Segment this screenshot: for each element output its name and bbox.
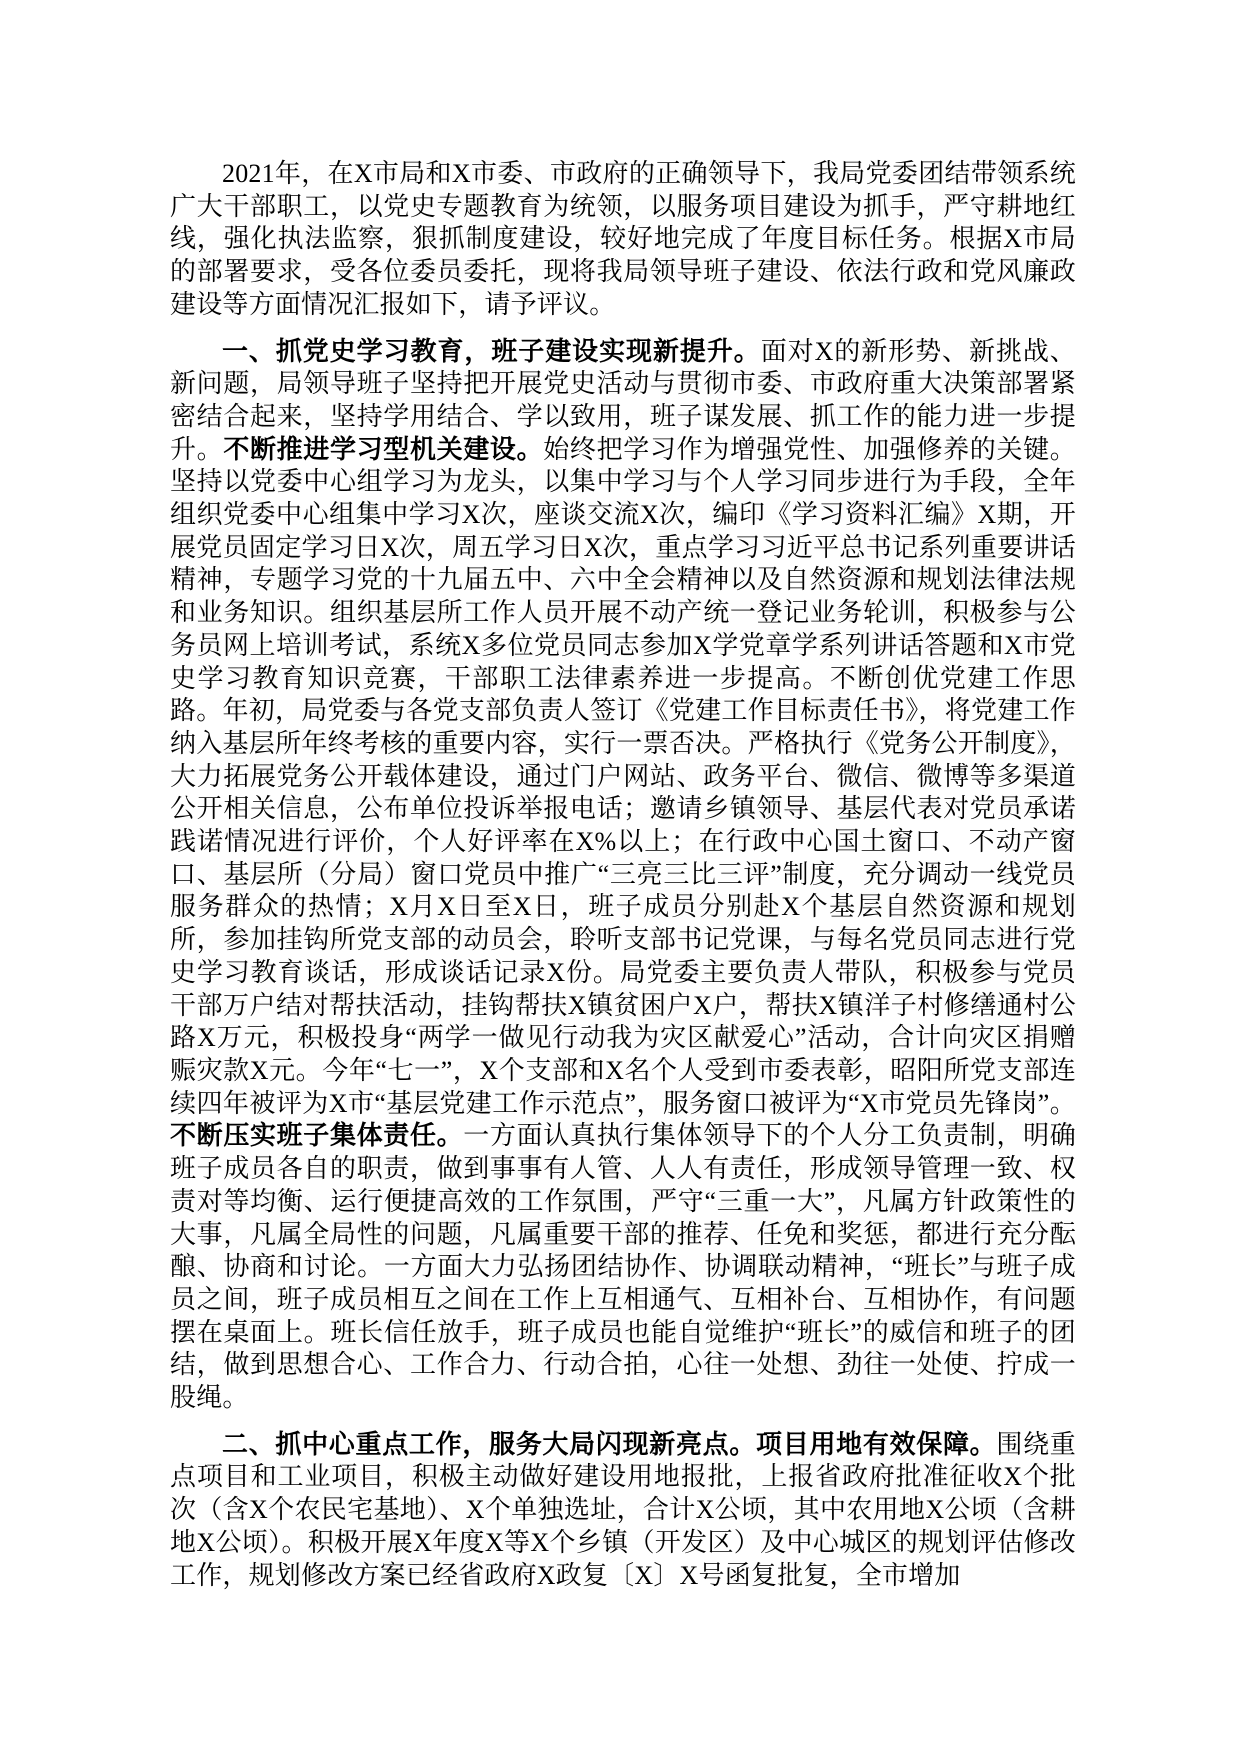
section-2-body-run-1: 围绕重点项目和工业项目，积极主动做好建设用地报批，上报省政府批准征收X个批次（含X个农民宅基地）、X个单独选址，合计X公顷，其中农用地X公顷（含耕地X公顷）。积极开展X年度X等X个乡镇（开发区）及中心城区的规划评估修改工作，规划修改方案已经省政府X政复〔X〕X号函复批复，全市增加	[170, 1429, 1076, 1590]
section-1-subheading-learning-org: 不断推进学习型机关建设。	[223, 434, 544, 464]
section-1-paragraph	[170, 336, 1076, 1415]
section-1-heading: 一、抓党史学习教育，班子建设实现新提升。	[222, 336, 761, 366]
section-1-body-run-2: 始终把学习作为增强党性、加强修养的关键。坚持以党委中心组学习为龙头，以集中学习与个人学习同步进行为手段，全年组织党委中心组集中学习X次，座谈交流X次，编印《学习资料汇编》X期，开展党员固定学习日X次，周五学习日X次，重点学习习近平总书记系列重要讲话精神，专题学习党的十九届五中、六中全会精神以及自然资源和规划法律法规和业务知识。组织基层所工作人员开展不动产统一登记业务轮训，积极参与公务员网上培训考试，系统X多位党员同志参加X学党章学系列讲话答题和X市党史学习教育知识竞赛，干部职工法律素养进一步提高。不断创优党建工作思路。年初，局党委与各党支部负责人签订《党建工作目标责任书》，将党建工作纳入基层所年终考核的重要内容，实行一票否决。严格执行《党务公开制度》，大力拓展党务公开载体建设，通过门户网站、政务平台、微信、微博等多渠道公开相关信息，公布单位投诉举报电话；邀请乡镇领导、基层代表对党员承诺践诺情况进行评价，个人好评率在X%以上；在行政中心国土窗口、不动产窗口、基层所（分局）窗口党员中推广“三亮三比三评”制度，充分调动一线党员服务群众的热情；X月X日至X日，班子成员分别赴X个基层自然资源和规划所，参加挂钩所党支部的动员会，聆听支部书记党课，与每名党员同志进行党史学习教育谈话，形成谈话记录X份。局党委主要负责人带队，积极参与党员干部万户结对帮扶活动，挂钩帮扶X镇贫困户X户，帮扶X镇洋子村修缮通村公路X万元，积极投身“两学一做见行动我为灾区献爱心”活动，合计向灾区捐赠赈灾款X元。今年“七一”，X个支部和X名个人受到市委表彰，昭阳所党支部连续四年被评为X市“基层党建工作示范点”，服务窗口被评为“X市党员先锋岗”。	[170, 434, 1076, 1118]
intro-paragraph	[170, 158, 1076, 322]
section-2-heading: 二、抓中心重点工作，服务大局闪现新亮点。项目用地有效保障。	[222, 1429, 997, 1459]
section-1-subheading-collective-responsibility: 不断压实班子集体责任。	[170, 1121, 464, 1151]
section-1-body-run-1: 面对X的新形势、新挑战、新问题，局领导班子坚持把开展党史活动与贯彻市委、市政府重大决策部署紧密结合起来，坚持学用结合、学以致用，班子谋发展、抓工作的能力进一步提升。	[170, 336, 1076, 464]
section-2-paragraph	[170, 1429, 1076, 1593]
section-1-body-run-3: 一方面认真执行集体领导下的个人分工负责制，明确班子成员各自的职责，做到事事有人管、人人有责任，形成领导管理一致、权责对等均衡、运行便捷高效的工作氛围，严守“三重一大”，凡属方针政策性的大事，凡属全局性的问题，凡属重要干部的推荐、任免和奖惩，都进行充分酝酿、协商和讨论。一方面大力弘扬团结协作、协调联动精神，“班长”与班子成员之间，班子成员相互之间在工作上互相通气、互相补台、互相协作，有问题摆在桌面上。班长信任放手，班子成员也能自觉维护“班长”的威信和班子的团结，做到思想合心、工作合力、行动合拍，心往一处想、劲往一处使、拧成一股绳。	[170, 1121, 1076, 1413]
document-text-body	[170, 158, 1076, 1592]
intro-text: 2021年，在X市局和X市委、市政府的正确领导下，我局党委团结带领系统广大干部职工，以党史专题教育为统领，以服务项目建设为抓手，严守耕地红线，强化执法监察，狠抓制度建设，较好地完成了年度目标任务。根据X市局的部署要求，受各位委员委托，现将我局领导班子建设、依法行政和党风廉政建设等方面情况汇报如下，请予评议。	[170, 159, 1076, 319]
